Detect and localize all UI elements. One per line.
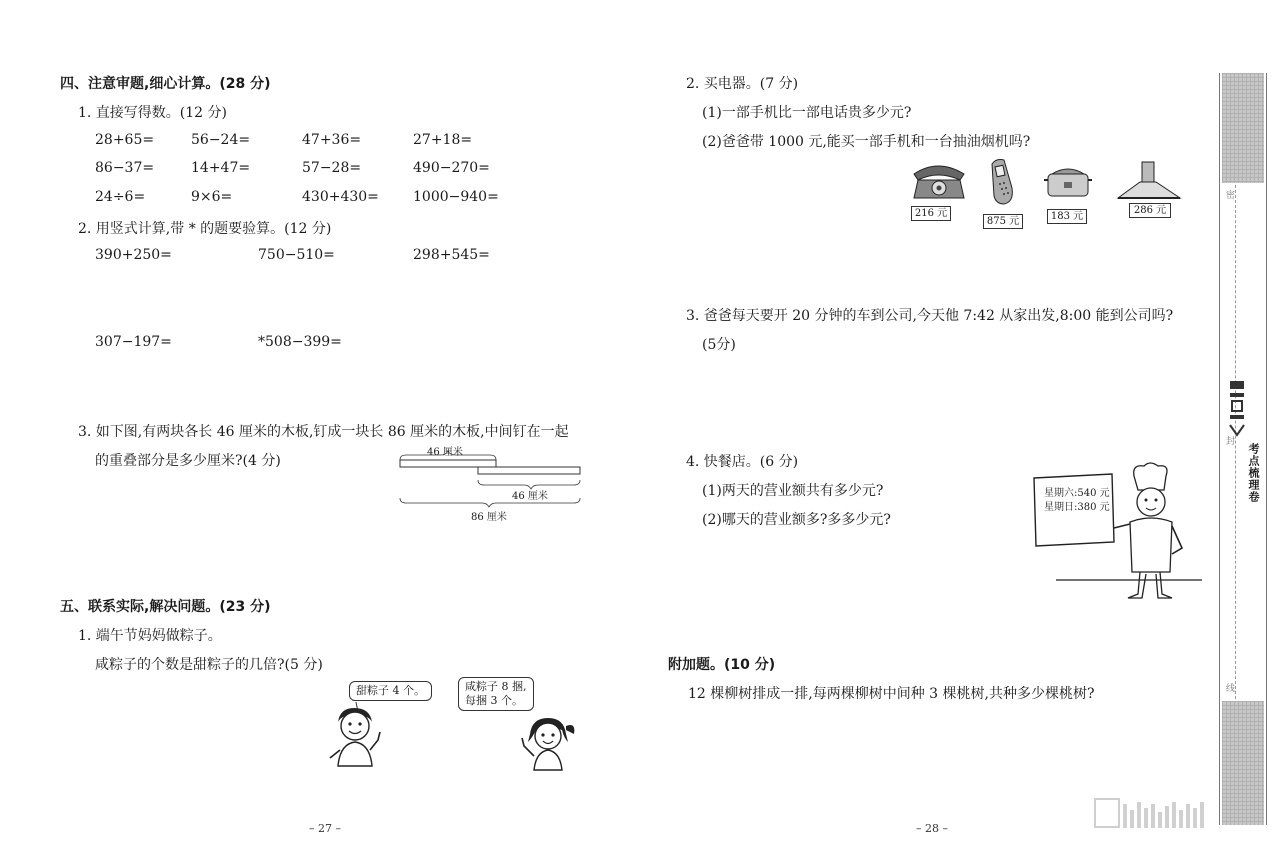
calc-item: 86−37= — [95, 160, 155, 176]
q3-line2: 的重叠部分是多少厘米?(4 分) — [95, 453, 281, 469]
r-q3-line1: 3. 爸爸每天要开 20 分钟的车到公司,今天他 7:42 从家出发,8:00 能到公司吗? — [686, 308, 1174, 324]
price-tag-rice-cooker: 183 元 — [1047, 209, 1087, 224]
binding-strip — [1219, 73, 1267, 825]
telephone-icon — [914, 166, 964, 198]
speech-bubble-boy — [349, 681, 432, 701]
sign-text — [1044, 487, 1110, 515]
mark-mi: 密 — [1224, 190, 1234, 199]
price-tag-telephone: 216 元 — [911, 206, 951, 221]
r-q2-title: 2. 买电器。(7 分) — [686, 76, 799, 92]
range-hood-icon — [1118, 162, 1180, 198]
calc-item: 28+65= — [95, 132, 155, 148]
r-q3-line2: (5分) — [702, 337, 736, 353]
r-q4-sub1: (1)两天的营业额共有多少元? — [702, 483, 884, 499]
section5-heading: 五、联系实际,解决问题。(23 分) — [60, 599, 271, 615]
bubble-girl-line2: 每捆 3 个。 — [465, 694, 523, 707]
calc-item: 57−28= — [302, 160, 362, 176]
calc-item: 14+47= — [191, 160, 251, 176]
s5-q1-title: 1. 端午节妈妈做粽子。 — [78, 628, 222, 644]
chef-illustration — [1032, 462, 1202, 604]
calc-item: 1000−940= — [413, 189, 499, 205]
vertical-calc-item: 390+250= — [95, 247, 172, 263]
mobile-phone-icon — [992, 160, 1012, 205]
q1-title: 1. 直接写得数。(12 分) — [78, 105, 227, 121]
price-tag-range-hood: 286 元 — [1129, 203, 1171, 218]
girl-illustration — [516, 712, 580, 772]
speech-bubble-girl — [458, 677, 534, 711]
q3-line1: 3. 如下图,有两块各长 46 厘米的木板,钉成一块长 86 厘米的木板,中间钉在一起 — [78, 424, 569, 440]
bonus-heading: 附加题。(10 分) — [668, 657, 776, 673]
page-number-right: – 28 – — [916, 822, 948, 835]
bubble-boy-text: 甜粽子 4 个。 — [356, 684, 425, 697]
sign-line-sunday: 星期日:380 元 — [1044, 502, 1110, 513]
r-q4-sub2: (2)哪天的营业额多?多多少元? — [702, 512, 891, 528]
brace-bottom — [400, 498, 580, 507]
plank-label-top: 46 厘米 — [427, 447, 463, 458]
vertical-calc-item: *508−399= — [258, 334, 342, 350]
calc-item: 56−24= — [191, 132, 251, 148]
calc-item: 430+430= — [302, 189, 379, 205]
price-tag-mobile: 875 元 — [983, 214, 1023, 229]
q2-title: 2. 用竖式计算,带 * 的题要验算。(12 分) — [78, 221, 332, 237]
bubble-girl-line1: 咸粽子 8 捆, — [465, 680, 527, 693]
calc-item: 24÷6= — [95, 189, 146, 205]
calc-item: 47+36= — [302, 132, 362, 148]
calc-item: 27+18= — [413, 132, 473, 148]
vertical-calc-item: 750−510= — [258, 247, 335, 263]
r-q2-sub1: (1)一部手机比一部电话贵多少元? — [702, 105, 912, 121]
mark-xian: 线 — [1224, 683, 1234, 692]
vertical-calc-item: 298+545= — [413, 247, 490, 263]
r-q2-sub2: (2)爸爸带 1000 元,能买一部手机和一台抽油烟机吗? — [702, 134, 1031, 150]
mark-feng: 封 — [1224, 436, 1234, 445]
plank-bottom — [478, 467, 580, 474]
vertical-calc-item: 307−197= — [95, 334, 172, 350]
plank-top — [400, 460, 496, 467]
boy-illustration — [322, 700, 386, 772]
watermark-icon — [1094, 798, 1204, 828]
strip-band-bottom — [1222, 701, 1264, 825]
calc-item: 9×6= — [191, 189, 233, 205]
plank-label-middle: 46 厘米 — [512, 491, 548, 502]
strip-band-top — [1222, 73, 1264, 183]
section4-heading: 四、注意审题,细心计算。(28 分) — [60, 76, 271, 92]
calc-item: 490−270= — [413, 160, 490, 176]
sign-line-saturday: 星期六:540 元 — [1044, 488, 1110, 499]
strip-title: 考点梳理卷 — [1247, 443, 1260, 503]
bonus-question: 12 棵柳树排成一排,每两棵柳树中间种 3 棵桃树,共种多少棵桃树? — [688, 686, 1095, 702]
rice-cooker-icon — [1044, 169, 1092, 196]
plank-label-bottom: 86 厘米 — [471, 512, 507, 523]
strip-logo-icon — [1227, 379, 1247, 439]
s5-q1-question: 咸粽子的个数是甜粽子的几倍?(5 分) — [95, 657, 323, 673]
page-number-left: – 27 – — [309, 822, 341, 835]
r-q4-title: 4. 快餐店。(6 分) — [686, 454, 799, 470]
